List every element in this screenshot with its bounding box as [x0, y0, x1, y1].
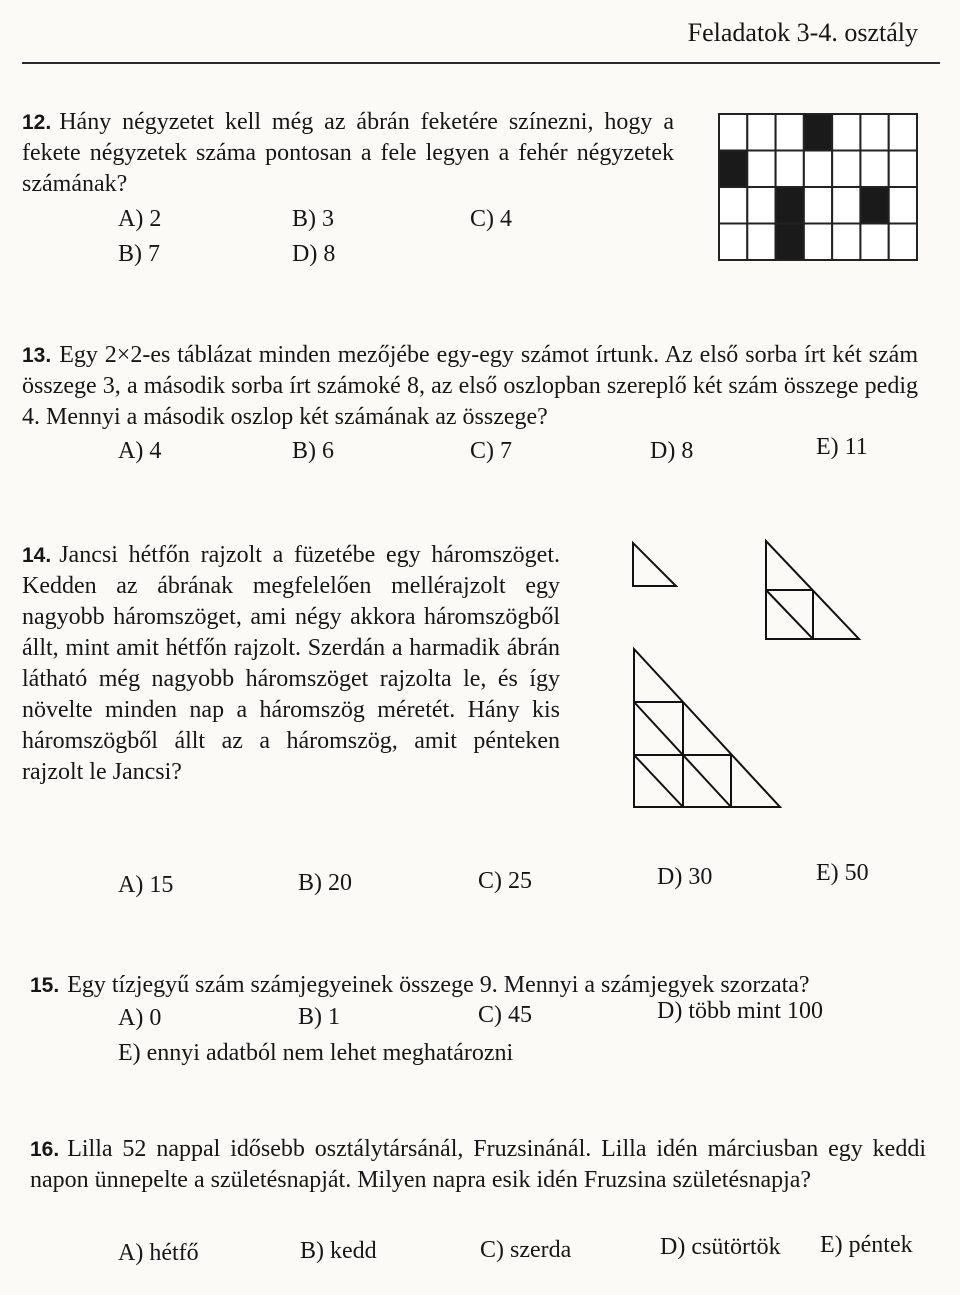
q15-option[interactable]: E) ennyi adatból nem lehet meghatározni — [118, 1040, 514, 1066]
grid-cell-white — [804, 151, 832, 188]
q16-option[interactable]: C) szerda — [480, 1237, 572, 1263]
grid-cell-white — [860, 151, 888, 188]
grid-cell-white — [832, 114, 860, 151]
q16-option[interactable]: E) péntek — [820, 1232, 913, 1258]
grid-cell-black — [776, 187, 804, 224]
q12-option[interactable]: D) 8 — [292, 241, 336, 267]
q16-option[interactable]: D) csütörtök — [660, 1234, 781, 1260]
grid-cell-white — [860, 224, 888, 261]
grid-cell-white — [889, 187, 917, 224]
question-15 — [30, 970, 910, 1001]
grid-cell-black — [804, 114, 832, 151]
grid-cell-white — [832, 224, 860, 261]
question-15-number: 15. — [30, 974, 60, 997]
q14-option[interactable]: E) 50 — [816, 860, 869, 886]
q13-option[interactable]: E) 11 — [816, 434, 868, 460]
question-14 — [22, 540, 560, 788]
triangle-figure-monday — [630, 540, 680, 590]
grid-cell-white — [832, 187, 860, 224]
q15-option[interactable]: C) 45 — [478, 1002, 532, 1028]
grid-cell-white — [776, 151, 804, 188]
q15-option[interactable]: A) 0 — [118, 1005, 162, 1031]
question-13 — [22, 340, 918, 433]
grid-cell-white — [889, 151, 917, 188]
q12-option[interactable]: C) 4 — [470, 206, 512, 232]
question-16-number: 16. — [30, 1138, 60, 1161]
grid-cell-black — [719, 151, 747, 188]
q13-option[interactable]: A) 4 — [118, 438, 162, 464]
grid-cell-white — [719, 114, 747, 151]
q14-option[interactable]: D) 30 — [657, 864, 713, 890]
q13-option[interactable]: C) 7 — [470, 438, 512, 464]
q13-option[interactable]: B) 6 — [292, 438, 334, 464]
grid-cell-white — [776, 114, 804, 151]
triangle-figure-tuesday — [763, 538, 863, 642]
question-13-number: 13. — [22, 344, 52, 367]
question-14-number: 14. — [22, 544, 52, 567]
q12-option[interactable]: B) 7 — [118, 241, 160, 267]
question-16 — [30, 1134, 926, 1196]
grid-cell-white — [747, 114, 775, 151]
grid-cell-white — [889, 224, 917, 261]
q12-option[interactable]: A) 2 — [118, 206, 162, 232]
question-12 — [22, 107, 674, 200]
grid-cell-white — [889, 114, 917, 151]
header-divider — [22, 62, 940, 64]
q15-option[interactable]: D) több mint 100 — [657, 998, 823, 1024]
grid-cell-white — [804, 187, 832, 224]
grid-cell-white — [832, 151, 860, 188]
grid-cell-black — [776, 224, 804, 261]
q15-option[interactable]: B) 1 — [298, 1004, 340, 1030]
q16-option[interactable]: A) hétfő — [118, 1240, 199, 1266]
question-12-text: Hány négyzetet kell még az ábrán feketére színezni, hogy a fekete négyzetek száma pontosan a fele legyen a fehér négyzetek számának? — [22, 109, 674, 197]
q13-option[interactable]: D) 8 — [650, 438, 694, 464]
grid-cell-white — [860, 114, 888, 151]
q16-option[interactable]: B) kedd — [300, 1238, 377, 1264]
grid-cell-white — [719, 224, 747, 261]
question-16-text: Lilla 52 nappal idősebb osztálytársánál, Fruzsinánál. Lilla idén márciusban egy keddi napon ünnepelte a születésnapját. Milyen napra esik idén Fruzsina születésnapja? — [30, 1136, 926, 1193]
grid-cell-white — [747, 187, 775, 224]
page-header-title: Feladatok 3-4. osztály — [687, 18, 918, 47]
q14-option[interactable]: B) 20 — [298, 870, 352, 896]
q12-grid-figure — [718, 113, 918, 261]
question-13-text: Egy 2×2-es táblázat minden mezőjébe egy-egy számot írtunk. Az első sorba írt két szám összege 3, a második sorba írt számoké 8, az első oszlopban szereplő két szám összege pedig 4. Mennyi a második oszlop két számának az összege? — [22, 342, 918, 430]
q14-option[interactable]: C) 25 — [478, 868, 532, 894]
question-14-text: Jancsi hétfőn rajzolt a füzetébe egy háromszöget. Kedden az ábrának megfelelően mellérajzolt egy nagyobb háromszöget, ami négy akkora háromszögből állt, mint amit hétfőn rajzolt. Szerdán a harmadik ábrán látható még nagyobb háromszöget rajzolta le, és így növelte minden nap a háromszög méretét. Hány kis háromszögből állt az a háromszög, amit pénteken rajzolt le Jancsi? — [22, 542, 560, 785]
grid-cell-white — [719, 187, 747, 224]
grid-cell-white — [747, 224, 775, 261]
question-15-text: Egy tízjegyű szám számjegyeinek összege 9. Mennyi a számjegyek szorzata? — [67, 972, 810, 998]
q12-option[interactable]: B) 3 — [292, 206, 334, 232]
grid-cell-white — [747, 151, 775, 188]
question-12-number: 12. — [22, 111, 52, 134]
grid-cell-black — [860, 187, 888, 224]
grid-cell-white — [804, 224, 832, 261]
q14-option[interactable]: A) 15 — [118, 872, 174, 898]
triangle-figure-wednesday — [631, 646, 783, 810]
